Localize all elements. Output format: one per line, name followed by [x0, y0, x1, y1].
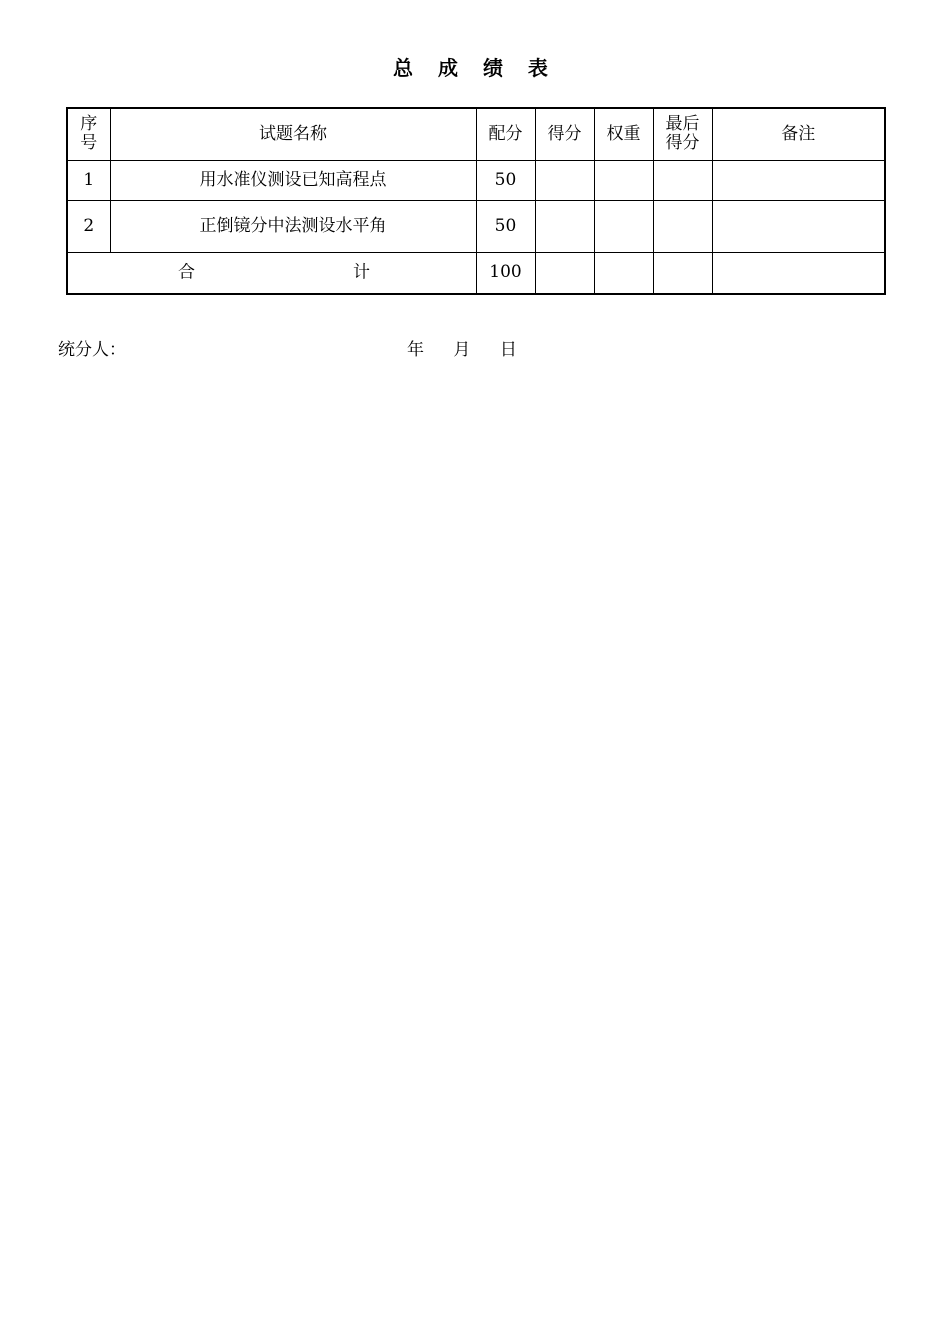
total-weight	[594, 252, 653, 294]
row-allocated: 50	[476, 160, 535, 200]
row-final	[653, 160, 712, 200]
row-weight	[594, 200, 653, 252]
row-final	[653, 200, 712, 252]
table-row	[67, 160, 885, 200]
row-remarks	[712, 160, 885, 200]
total-label-he: 合	[178, 262, 195, 283]
date-year: 年	[407, 340, 424, 360]
header-row	[67, 108, 885, 160]
row-weight	[594, 160, 653, 200]
row-seq: 2	[67, 200, 110, 252]
total-remarks	[712, 252, 885, 294]
header-seq	[67, 108, 110, 160]
total-label-ji: 计	[353, 262, 370, 283]
total-label	[67, 252, 476, 294]
header-remarks: 备注	[712, 108, 885, 160]
scorer-label: 统分人：	[58, 340, 126, 360]
table-row	[67, 200, 885, 252]
header-seq-line2: 号	[80, 133, 98, 154]
header-name: 试题名称	[110, 108, 476, 160]
total-allocated: 100	[476, 252, 535, 294]
header-final	[653, 108, 712, 160]
header-allocated: 配分	[476, 108, 535, 160]
date-day: 日	[499, 340, 517, 360]
row-score	[535, 160, 594, 200]
row-name: 用水准仪测设已知高程点	[110, 160, 476, 200]
row-remarks	[712, 200, 885, 252]
total-final	[653, 252, 712, 294]
total-row	[67, 252, 885, 294]
header-seq-line1: 序	[80, 114, 98, 135]
date-line	[407, 338, 531, 362]
header-final-line1: 最后	[665, 114, 700, 135]
row-seq: 1	[67, 160, 110, 200]
date-month: 月	[453, 340, 471, 360]
row-name: 正倒镜分中法测设水平角	[110, 200, 476, 252]
header-score: 得分	[535, 108, 594, 160]
total-score	[535, 252, 594, 294]
header-final-line2: 得分	[665, 133, 700, 154]
row-score	[535, 200, 594, 252]
header-weight: 权重	[594, 108, 653, 160]
score-table	[66, 107, 886, 295]
row-allocated: 50	[476, 200, 535, 252]
page-title: 总 成 绩 表	[393, 56, 557, 80]
